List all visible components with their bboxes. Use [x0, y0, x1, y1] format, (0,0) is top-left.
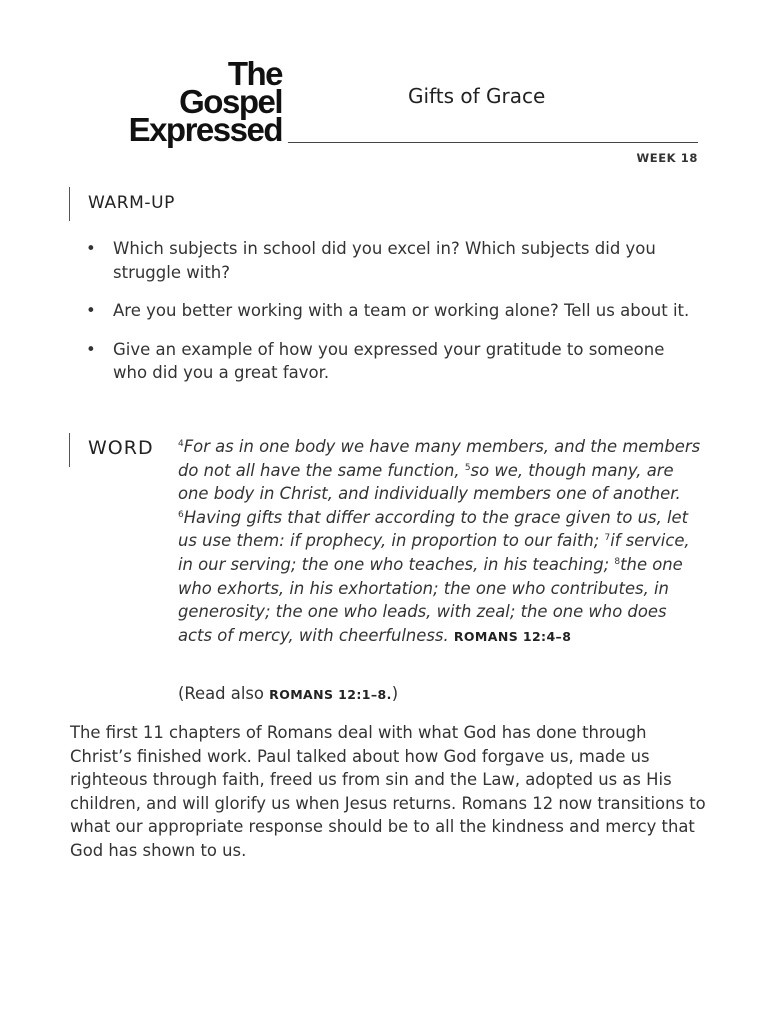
warmup-question-text: Are you better working with a team or working alone? Tell us about it.	[113, 301, 690, 320]
warmup-question-text: Give an example of how you expressed your gratitude to someone who did you a great favor.	[113, 339, 665, 382]
logo-line-the: The	[227, 55, 282, 92]
verse-number: 6	[178, 509, 184, 520]
verse-number: 5	[464, 462, 471, 473]
commentary-paragraph: The first 11 chapters of Romans deal with what God has done through Christ’s finished work. Paul talked about how God forgave us, made us righteous through faith, freed us from sin and the Law, adopted us as His children, and will glorify us when Jesus returns. Romans 12 now transitions to what our appropriate response should be to all the kindness and mercy that God has shown to us.	[70, 723, 706, 860]
header-divider	[288, 142, 698, 143]
warmup-section-bar	[69, 187, 70, 221]
logo-line-expressed: Expressed	[128, 111, 282, 148]
verse-number: 4	[178, 439, 184, 449]
bullet-icon: •	[86, 301, 96, 320]
scripture-passage	[178, 435, 702, 648]
verse-text: if service, in our serving; the one who teaches, in his teaching;	[178, 531, 690, 574]
read-also-note	[178, 684, 398, 703]
page-title: Gifts of Grace	[408, 84, 546, 108]
bullet-icon: •	[86, 339, 96, 359]
warmup-question	[86, 338, 698, 385]
warmup-question	[86, 237, 698, 284]
scripture-reference: ROMANS 12:4–8	[453, 628, 572, 644]
warmup-question-text: Which subjects in school did you excel in? Which subjects did you struggle with?	[113, 239, 656, 282]
verse-number: 8	[614, 556, 621, 567]
logo-line-gospel: Gospel	[179, 83, 282, 120]
word-section-bar	[69, 433, 70, 467]
read-also-prefix: (Read also	[178, 684, 270, 703]
warmup-heading: WARM-UP	[88, 193, 176, 213]
read-also-suffix: )	[391, 684, 399, 703]
warmup-question-list	[86, 237, 698, 400]
verse-text: so we, though many, are one body in Christ, and individually members one of another.	[178, 460, 681, 504]
word-heading: WORD	[88, 437, 154, 459]
week-label: WEEK 18	[636, 151, 698, 165]
bullet-icon: •	[86, 239, 96, 258]
verse-text: the one who exhorts, in his exhortation; the one who contributes, in generosity; the one who leads, with zeal; the one who does acts of mercy, with cheerfulness.	[178, 554, 683, 645]
gospel-expressed-logo	[76, 55, 282, 148]
warmup-question	[86, 299, 698, 323]
verse-text: Having gifts that differ according to the grace given to us, let us use them: if prophecy, in proportion to our faith;	[178, 507, 689, 551]
verse-text: For as in one body we have many members, and the members do not all have the same function,	[178, 437, 701, 480]
read-also-reference: ROMANS 12:1–8.	[269, 687, 392, 702]
verse-number: 7	[604, 533, 611, 544]
